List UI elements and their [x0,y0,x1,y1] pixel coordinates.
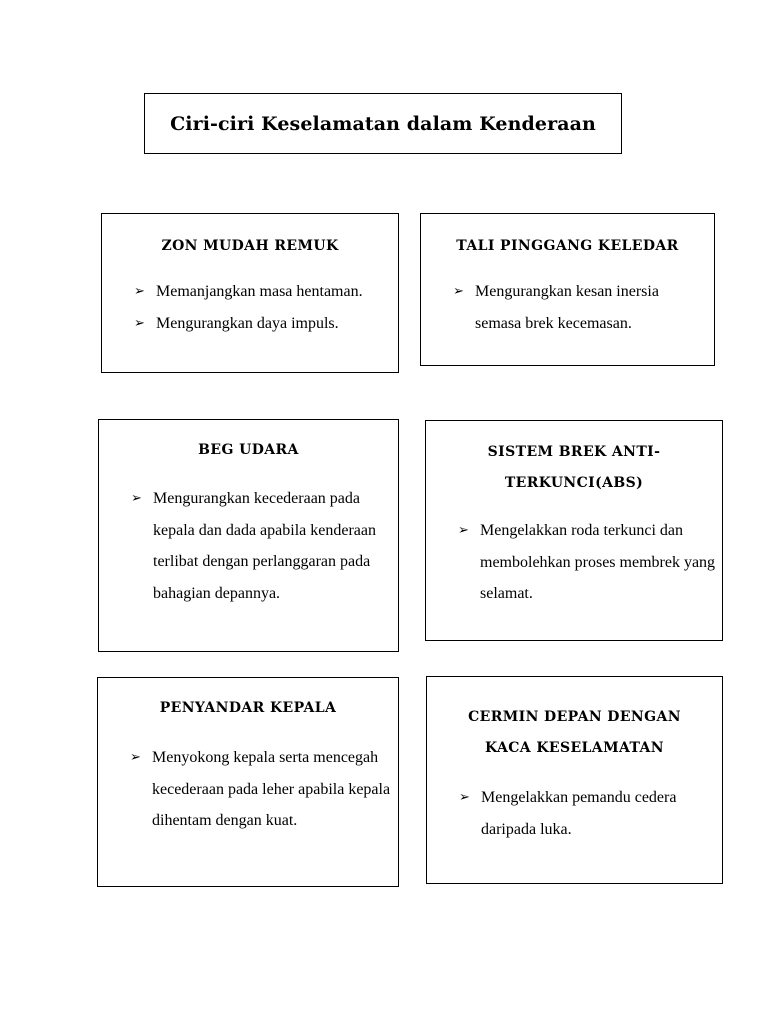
list-item-text: Memanjangkan masa hentaman. [156,283,363,300]
list-item [132,276,396,308]
title-box [144,93,622,154]
card-heading: ZON MUDAH REMUK [161,238,339,254]
card-heading: PENYANDAR KEPALA [159,700,337,716]
card-beg-udara [98,419,399,652]
arrow-bullet-icon: ➢ [134,284,145,299]
card-zon-mudah-remuk [101,213,399,373]
bullet-list [456,515,722,610]
list-item-text: Mengurangkan kesan inersia semasa brek kecemasan. [475,283,659,332]
card-heading: TALI PINGGANG KELEDAR [456,238,679,254]
arrow-bullet-icon: ➢ [459,790,470,805]
bullet-list [451,276,714,339]
list-item-text: Mengurangkan kecederaan pada kepala dan dada apabila kenderaan terlibat dengan perlanggaran pada bahagian depannya. [153,490,376,602]
arrow-bullet-icon: ➢ [453,284,464,299]
list-item-text: Menyokong kepala serta mencegah kecederaan pada leher apabila kepala dihentam dengan kuat. [152,749,391,829]
card-penyandar-kepala [97,677,399,887]
card-heading: CERMIN DEPAN DENGAN KACA KESELAMATAN [468,709,681,756]
card-heading: BEG UDARA [198,442,299,458]
list-item-text: Mengelakkan roda terkunci dan membolehkan proses membrek yang selamat. [480,522,716,602]
page-title: Ciri-ciri Keselamatan dalam Kenderaan [170,112,596,135]
bullet-list [132,276,398,339]
list-item [128,742,400,837]
arrow-bullet-icon: ➢ [130,750,141,765]
list-item [132,308,396,340]
card-sistem-brek-abs [425,420,723,641]
card-tali-pinggang-keledar [420,213,715,366]
bullet-list [128,742,398,837]
arrow-bullet-icon: ➢ [134,315,145,331]
list-item-text: Mengelakkan pemandu cedera daripada luka. [481,789,677,838]
list-item-text: Mengurangkan daya impuls. [156,314,339,332]
list-item [129,483,398,609]
bullet-list [129,483,398,609]
arrow-bullet-icon: ➢ [458,523,469,538]
card-cermin-depan [426,676,723,884]
list-item [456,515,720,610]
list-item [451,276,695,339]
arrow-bullet-icon: ➢ [131,491,142,506]
card-heading: SISTEM BREK ANTI-TERKUNCI(ABS) [487,444,661,491]
list-item [457,782,706,845]
bullet-list [457,782,722,845]
